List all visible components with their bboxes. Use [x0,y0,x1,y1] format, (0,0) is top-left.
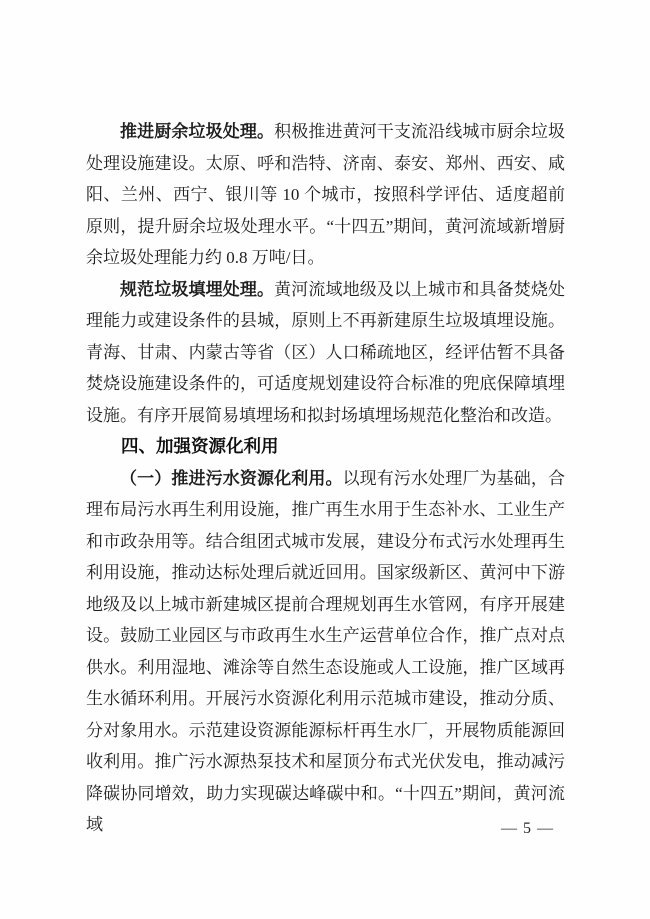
paragraph-lead: （一）推进污水资源化利用。 [120,468,343,488]
paragraph-text: 以现有污水处理厂为基础，合理布局污水再生利用设施，推广再生水用于生态补水、工业生产和市政杂用等。结合组团式城市发展，建设分布式污水处理再生利用设施，推动达标处理后就近回用。国家级新区、黄河中下游地级及以上城市新建城区提前合理规划再生水管网，有序开展建设。鼓励工业园区与市政再生水生产运营单位合作，推广点对点供水。利用湿地、滩涂等自然生态设施或人工设施，推广区域再生水循环利用。开展污水资源化利用示范城市建设，推动分质、分对象用水。示范建设资源能源标杆再生水厂，开展物质能源回收利用。推广污水源热泵技术和屋顶分布式光伏发电，推动减污降碳协同增效，助力实现碳达峰碳中和。“十四五”期间，黄河流域 [86,468,566,834]
paragraph-text: 黄河流域地级及以上城市和具备焚烧处理能力或建设条件的县城，原则上不再新建原生垃圾填埋设施。青海、甘肃、内蒙古等省（区）人口稀疏地区，经评估暂不具备焚烧设施建设条件的，可适度规划建设符合标准的兜底保障填埋设施。有序开展简易填埋场和拟封场填埋场规范化整治和改造。 [86,279,566,425]
section-heading: 四、加强资源化利用 [121,436,279,456]
document-body [86,116,565,841]
paragraph-wastewater-reuse [86,463,565,841]
paragraph-lead: 规范垃圾填埋处理。 [120,279,275,299]
paragraph-kitchen-waste-treatment [86,116,565,274]
page-number: — 5 — [501,820,554,837]
paragraph-text: 积极推进黄河干支流沿线城市厨余垃圾处理设施建设。太原、呼和浩特、济南、泰安、郑州、西安、咸阳、兰州、西宁、银川等 10 个城市，按照科学评估、适度超前原则，提升厨余垃圾处理水平。“十四五”期间，黄河流域新增厨余垃圾处理能力约 0.8 万吨/日。 [86,122,566,267]
paragraph-landfill-regulation [86,274,565,432]
paragraph-lead: 推进厨余垃圾处理。 [120,122,275,141]
